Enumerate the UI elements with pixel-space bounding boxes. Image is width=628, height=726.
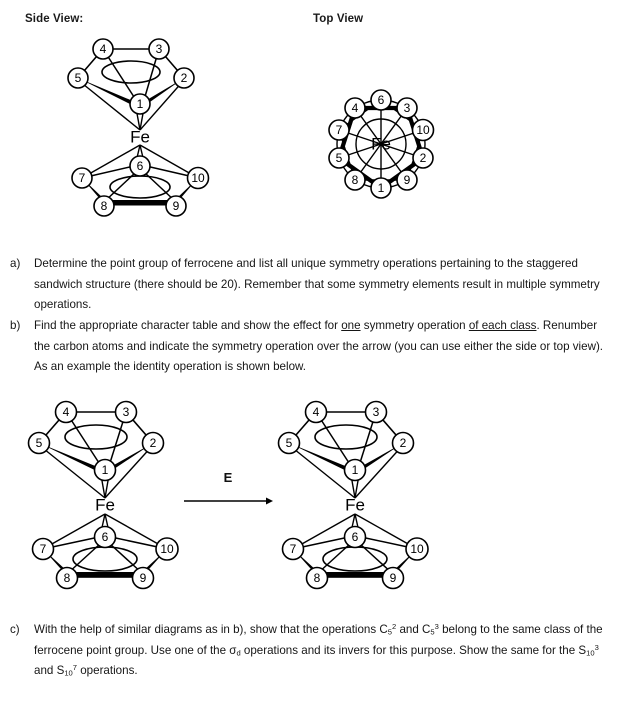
atom-label-1: 1 xyxy=(351,463,359,477)
question-c-seg3: belong to the same class of the ferrocene point group. Use one of the σ xyxy=(34,623,603,657)
atom-label-5: 5 xyxy=(335,151,343,165)
s10-subscript-2: 10 xyxy=(64,668,73,678)
atom-label-10: 10 xyxy=(410,542,424,556)
c5-subscript-1: 5 xyxy=(387,627,393,637)
atom-label-9: 9 xyxy=(403,173,411,187)
atom-label-6: 6 xyxy=(101,530,109,544)
question-b-text xyxy=(34,316,608,378)
question-c-text xyxy=(34,620,608,682)
question-a xyxy=(8,254,608,316)
metal-center-label: Fe xyxy=(95,495,115,515)
atom-label-9: 9 xyxy=(139,571,147,585)
metal-center-label: Fe xyxy=(130,127,150,147)
atom-label-7: 7 xyxy=(78,171,86,185)
atom-label-9: 9 xyxy=(389,571,397,585)
atom-label-6: 6 xyxy=(351,530,359,544)
question-b xyxy=(8,316,608,378)
atom-label-5: 5 xyxy=(74,71,82,85)
question-c-seg6: operations. xyxy=(77,664,138,677)
c5-superscript-3: 3 xyxy=(434,621,439,631)
atom-label-4: 4 xyxy=(351,101,359,115)
side-view-label: Side View: xyxy=(25,13,84,25)
question-c xyxy=(8,620,608,682)
atom-label-8: 8 xyxy=(100,199,108,213)
c5-superscript-2: 2 xyxy=(392,621,397,631)
atom-label-3: 3 xyxy=(372,405,380,419)
atom-label-1: 1 xyxy=(101,463,109,477)
question-c-seg5: and S xyxy=(34,664,65,677)
question-b-seg5: . Renumber the carbon atoms and indicate the symmetry operation over the arrow (you can use either the side or top view). As an example the identity operation is shown below. xyxy=(34,319,604,373)
atom-label-9: 9 xyxy=(172,199,180,213)
atom-label-2: 2 xyxy=(149,436,157,450)
question-a-text: Determine the point group of ferrocene and list all unique symmetry operations pertaining to the staggered sandwich structure (there should be 20). Remember that some symmetry elements result in multiple symmetry operations. xyxy=(34,257,600,311)
metal-center-label: Fe xyxy=(345,495,365,515)
atom-label-8: 8 xyxy=(313,571,321,585)
atom-label-3: 3 xyxy=(122,405,130,419)
metal-center-label: Fe xyxy=(371,134,391,154)
atom-label-1: 1 xyxy=(377,181,385,195)
question-b-seg1: Find the appropriate character table and show the effect for xyxy=(34,319,342,332)
sigma-d-subscript: d xyxy=(236,648,241,658)
identity-operation-arrow xyxy=(182,470,274,510)
question-c-seg4: operations and its invers for this purpose. Show the same for the S xyxy=(240,643,587,657)
atom-label-7: 7 xyxy=(39,542,47,556)
question-b-marker: b) xyxy=(10,319,21,332)
atom-label-3: 3 xyxy=(403,101,411,115)
operation-label: E xyxy=(223,470,233,485)
arrow-icon xyxy=(182,492,274,510)
atom-label-10: 10 xyxy=(191,171,205,185)
question-c-seg2: and C xyxy=(396,623,431,636)
atom-label-7: 7 xyxy=(335,123,343,137)
atom-label-7: 7 xyxy=(289,542,297,556)
s10-superscript-7: 7 xyxy=(72,662,77,672)
atom-label-5: 5 xyxy=(285,436,293,450)
atom-label-8: 8 xyxy=(63,571,71,585)
atom-label-4: 4 xyxy=(312,405,320,419)
atom-label-10: 10 xyxy=(416,123,430,137)
s10-subscript-1: 10 xyxy=(586,648,595,658)
atom-label-4: 4 xyxy=(99,42,107,56)
ferrocene-side-view-diagram xyxy=(62,30,220,225)
question-b-seg3: symmetry operation xyxy=(360,319,469,332)
s10-superscript-3: 3 xyxy=(594,642,599,652)
atom-label-5: 5 xyxy=(35,436,43,450)
top-view-label: Top View xyxy=(313,13,364,25)
example-before-diagram xyxy=(22,392,190,597)
ferrocene-top-view-diagram xyxy=(315,78,455,218)
c5-subscript-2: 5 xyxy=(430,627,435,637)
atom-label-6: 6 xyxy=(377,93,385,107)
question-b-emphasis-one: one xyxy=(341,319,361,332)
question-a-marker: a) xyxy=(10,257,21,270)
example-after-diagram xyxy=(272,392,440,597)
question-c-marker: c) xyxy=(10,623,20,636)
atom-label-4: 4 xyxy=(62,405,70,419)
question-c-seg1: With the help of similar diagrams as in b), show that the operations C xyxy=(34,623,388,636)
atom-label-2: 2 xyxy=(419,151,427,165)
atom-label-2: 2 xyxy=(180,71,188,85)
atom-label-8: 8 xyxy=(351,173,359,187)
question-b-emphasis-of-each-class: of each class xyxy=(468,319,537,332)
atom-label-10: 10 xyxy=(160,542,174,556)
atom-label-2: 2 xyxy=(399,436,407,450)
atom-label-1: 1 xyxy=(136,97,144,111)
atom-label-3: 3 xyxy=(155,42,163,56)
atom-label-6: 6 xyxy=(136,159,144,173)
